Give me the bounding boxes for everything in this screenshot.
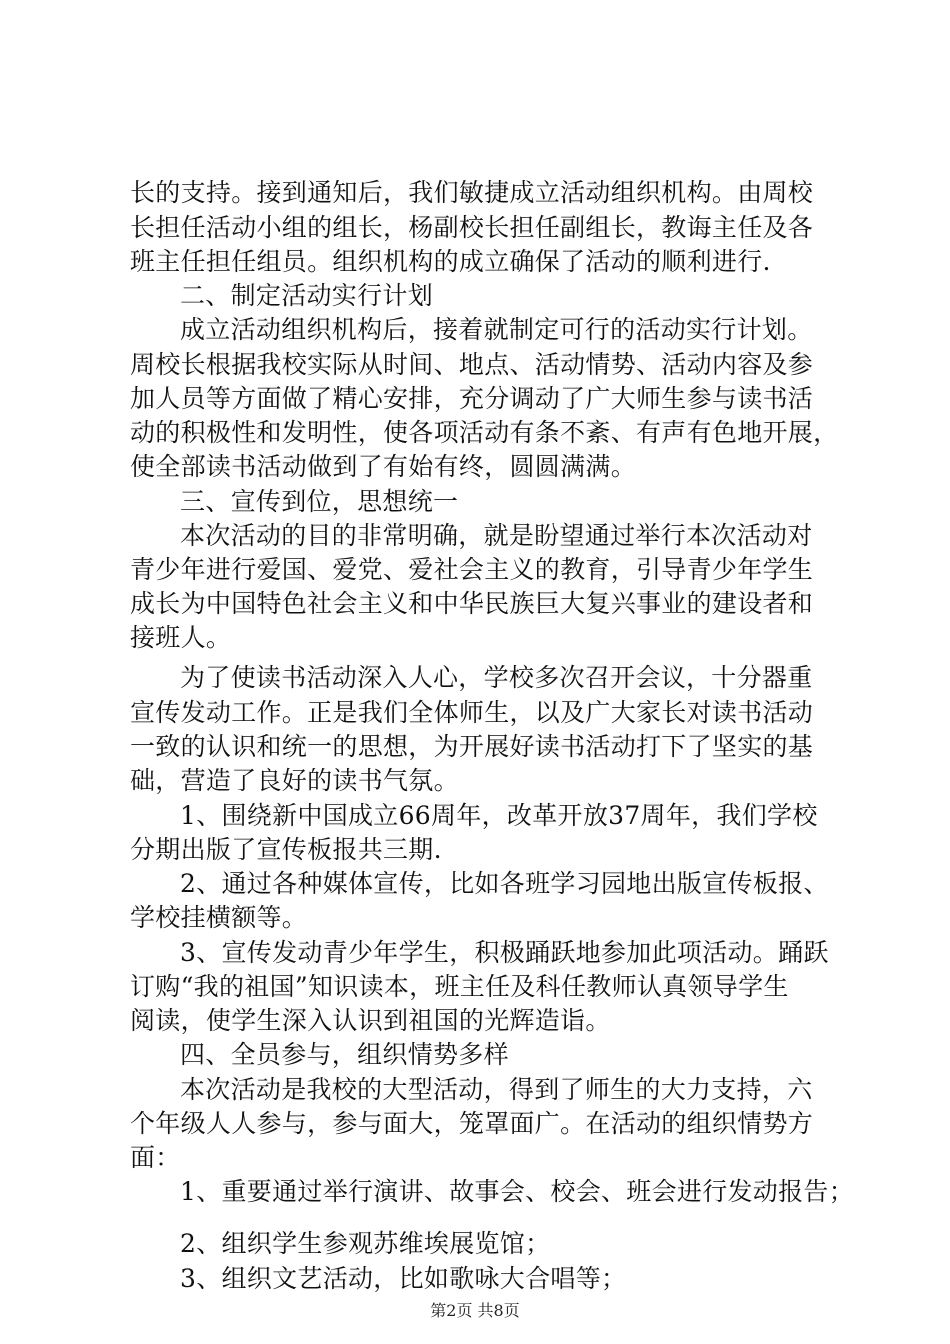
body-text-line: 本次活动的目的非常明确，就是盼望通过举行本次活动对 (180, 521, 813, 550)
list-item: 1、重要通过举行演讲、故事会、校会、班会进行发动报告； (180, 1177, 855, 1206)
body-text-line: 班主任担任组员。组织机构的成立确保了活动的顺利进行. (130, 247, 771, 276)
list-item: 2、通过各种媒体宣传，比如各班学习园地出版宣传板报、 (180, 869, 829, 898)
body-text-line: 长的支持。接到通知后，我们敏捷成立活动组织机构。由周校 (130, 178, 814, 207)
body-text-line: 个年级人人参与，参与面大，笼罩面广。在活动的组织情势方 (130, 1109, 814, 1138)
page-number-footer: 第2页 共8页 (430, 1301, 520, 1320)
body-text-line: 动的积极性和发明性，使各项活动有条不紊、有声有色地开展， (130, 418, 839, 447)
list-item: 2、组织学生参观苏维埃展览馆； (180, 1229, 551, 1258)
list-item-continuation: 订购“我的祖国”知识读本，班主任及科任教师认真领导学生 (130, 972, 789, 1001)
body-text-line: 一致的认识和统一的思想，为开展好读书活动打下了坚实的基 (130, 732, 814, 761)
body-text-line: 加人员等方面做了精心安排，充分调动了广大师生参与读书活 (130, 384, 814, 413)
section-heading: 三、宣传到位，思想统一 (180, 487, 459, 516)
body-text-line: 础，营造了良好的读书气氛。 (130, 766, 459, 795)
body-text-line: 青少年进行爱国、爱党、爱社会主义的教育，引导青少年学生 (130, 555, 814, 584)
body-text-line: 周校长根据我校实际从时间、地点、活动情势、活动内容及参 (130, 350, 814, 379)
body-text-line: 接班人。 (130, 623, 232, 652)
list-item: 1、围绕新中国成立66周年，改革开放37周年，我们学校 (180, 801, 818, 830)
section-heading: 四、全员参与，组织情势多样 (180, 1040, 509, 1069)
body-text-line: 本次活动是我校的大型活动，得到了师生的大力支持，六 (180, 1075, 813, 1104)
list-item-continuation: 学校挂横额等。 (130, 903, 308, 932)
body-text-line: 使全部读书活动做到了有始有终，圆圆满满。 (130, 452, 637, 481)
body-text-line: 面： (130, 1143, 181, 1172)
list-item: 3、组织文艺活动，比如歌咏大合唱等； (180, 1264, 627, 1293)
list-item-continuation: 阅读，使学生深入认识到祖国的光辉造诣。 (130, 1006, 611, 1035)
body-text-line: 成长为中国特色社会主义和中华民族巨大复兴事业的建设者和 (130, 589, 814, 618)
body-text-line: 成立活动组织机构后，接着就制定可行的活动实行计划。 (180, 315, 813, 344)
section-heading: 二、制定活动实行计划 (180, 281, 434, 310)
body-text-line: 宣传发动工作。正是我们全体师生，以及广大家长对读书活动 (130, 698, 814, 727)
list-item-continuation: 分期出版了宣传板报共三期. (130, 835, 442, 864)
body-text-line: 长担任活动小组的组长，杨副校长担任副组长，教诲主任及各 (130, 213, 814, 242)
list-item: 3、宣传发动青少年学生，积极踊跃地参加此项活动。踊跃 (180, 938, 829, 967)
body-text-line: 为了使读书活动深入人心，学校多次召开会议，十分器重 (180, 663, 813, 692)
